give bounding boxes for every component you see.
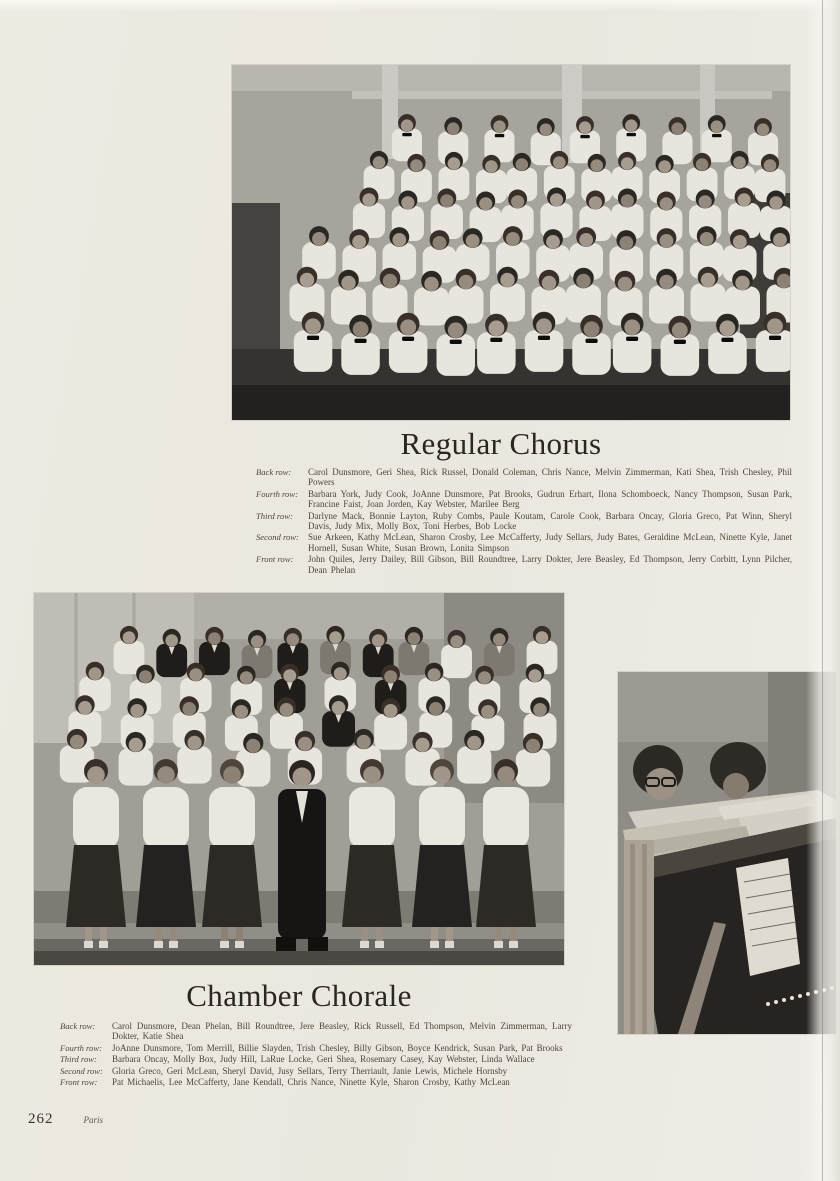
regular-chorus-photo [232, 65, 790, 420]
row-names: Carol Dunsmore, Dean Phelan, Bill Roundtree, Jere Beasley, Rick Russell, Ed Thompson, Melvin Zimmerman, Larry Dokter, Katie Shea [112, 1021, 572, 1042]
row-names: Darlyne Mack, Bonnie Layton, Ruby Combs, Paule Koutam, Carole Cook, Barbara Oncay, Gloria Greco, Pat Winn, Sheryl Davis, Judy Mix, Molly Box, Toni Herbes, Bob Locke [308, 510, 792, 532]
row-label: Front row: [60, 1077, 98, 1088]
caption-row [60, 1043, 572, 1053]
page-top-edge [0, 0, 840, 12]
row-label: Second row: [60, 1065, 103, 1076]
caption-row [60, 1066, 572, 1076]
chamber-chorale-photo-illustration [34, 593, 564, 965]
row-names: Sue Arkeen, Kathy McLean, Sharon Crosby, Lee McCafferty, Judy Sellars, Judy Bates, Geraldine McLean, Ninette Kyle, Janet Hornell, Susan White, Susan Brown, Lonita Simpson [308, 532, 792, 553]
section-label: Paris [83, 1115, 104, 1125]
row-names: Pat Michaelis, Lee McCafferty, Jane Kendall, Chris Nance, Ninette Kyle, Sharon Crosby, Kathy McLean [112, 1077, 510, 1088]
row-names: Barbara Oncay, Molly Box, Judy Hill, LaRue Locke, Geri Shea, Rosemary Casey, Kay Webster, Linda Wallace [112, 1054, 535, 1065]
row-names: JoAnne Dunsmore, Tom Merrill, Billie Slayden, Trish Chesley, Billy Gibson, Boyce Kendrick, Susan Park, Pat Brooks [112, 1042, 563, 1053]
page-footer [28, 1110, 103, 1128]
piano-accompanists-photo [618, 672, 836, 1034]
row-label: Second row: [256, 532, 299, 543]
page-number: 262 [28, 1111, 54, 1127]
caption-row [60, 1054, 572, 1064]
chamber-chorale-caption [60, 1021, 572, 1088]
regular-chorus-caption [256, 467, 792, 576]
caption-row [256, 554, 792, 575]
row-label: Third row: [256, 510, 293, 521]
caption-row [256, 532, 792, 553]
regular-chorus-photo-illustration [232, 65, 790, 420]
row-names: John Quiles, Jerry Dailey, Bill Gibson, Bill Roundtree, Larry Dokter, Jere Beasley, Ed Thompson, Jerry Corbitt, Lynn Pilcher, Dean Phelan [308, 554, 792, 575]
caption-row [60, 1077, 572, 1087]
row-names: Carol Dunsmore, Geri Shea, Rick Russel, Donald Coleman, Chris Nance, Melvin Zimmerman, Kati Shea, Trish Chesley, Phil Powers [308, 467, 792, 488]
caption-row [256, 467, 792, 488]
caption-row [60, 1021, 572, 1042]
caption-row [256, 511, 792, 532]
regular-chorus-title: Regular Chorus [400, 426, 602, 461]
row-label: Third row: [60, 1054, 97, 1065]
row-label: Front row: [256, 554, 294, 565]
row-label: Back row: [256, 467, 292, 477]
chamber-chorale-title: Chamber Chorale [186, 978, 412, 1013]
piano-photo-illustration [618, 672, 836, 1034]
row-label: Fourth row: [256, 488, 298, 499]
row-names: Barbara York, Judy Cook, JoAnne Dunsmore, Pat Brooks, Gudrun Erhart, Ilona Schomboeck, Nancy Thompson, Susan Park, Francine Faist, Joan Jorden, Kay Webster, Marilee Berg [308, 488, 792, 510]
row-label: Fourth row: [60, 1042, 102, 1053]
row-label: Back row: [60, 1021, 96, 1031]
caption-row [256, 489, 792, 510]
chamber-chorale-photo [34, 593, 564, 965]
row-names: Gloria Greco, Geri McLean, Sheryl David, Jusy Sellars, Terry Therriault, Janie Lewis, Michele Hornsby [112, 1065, 508, 1076]
